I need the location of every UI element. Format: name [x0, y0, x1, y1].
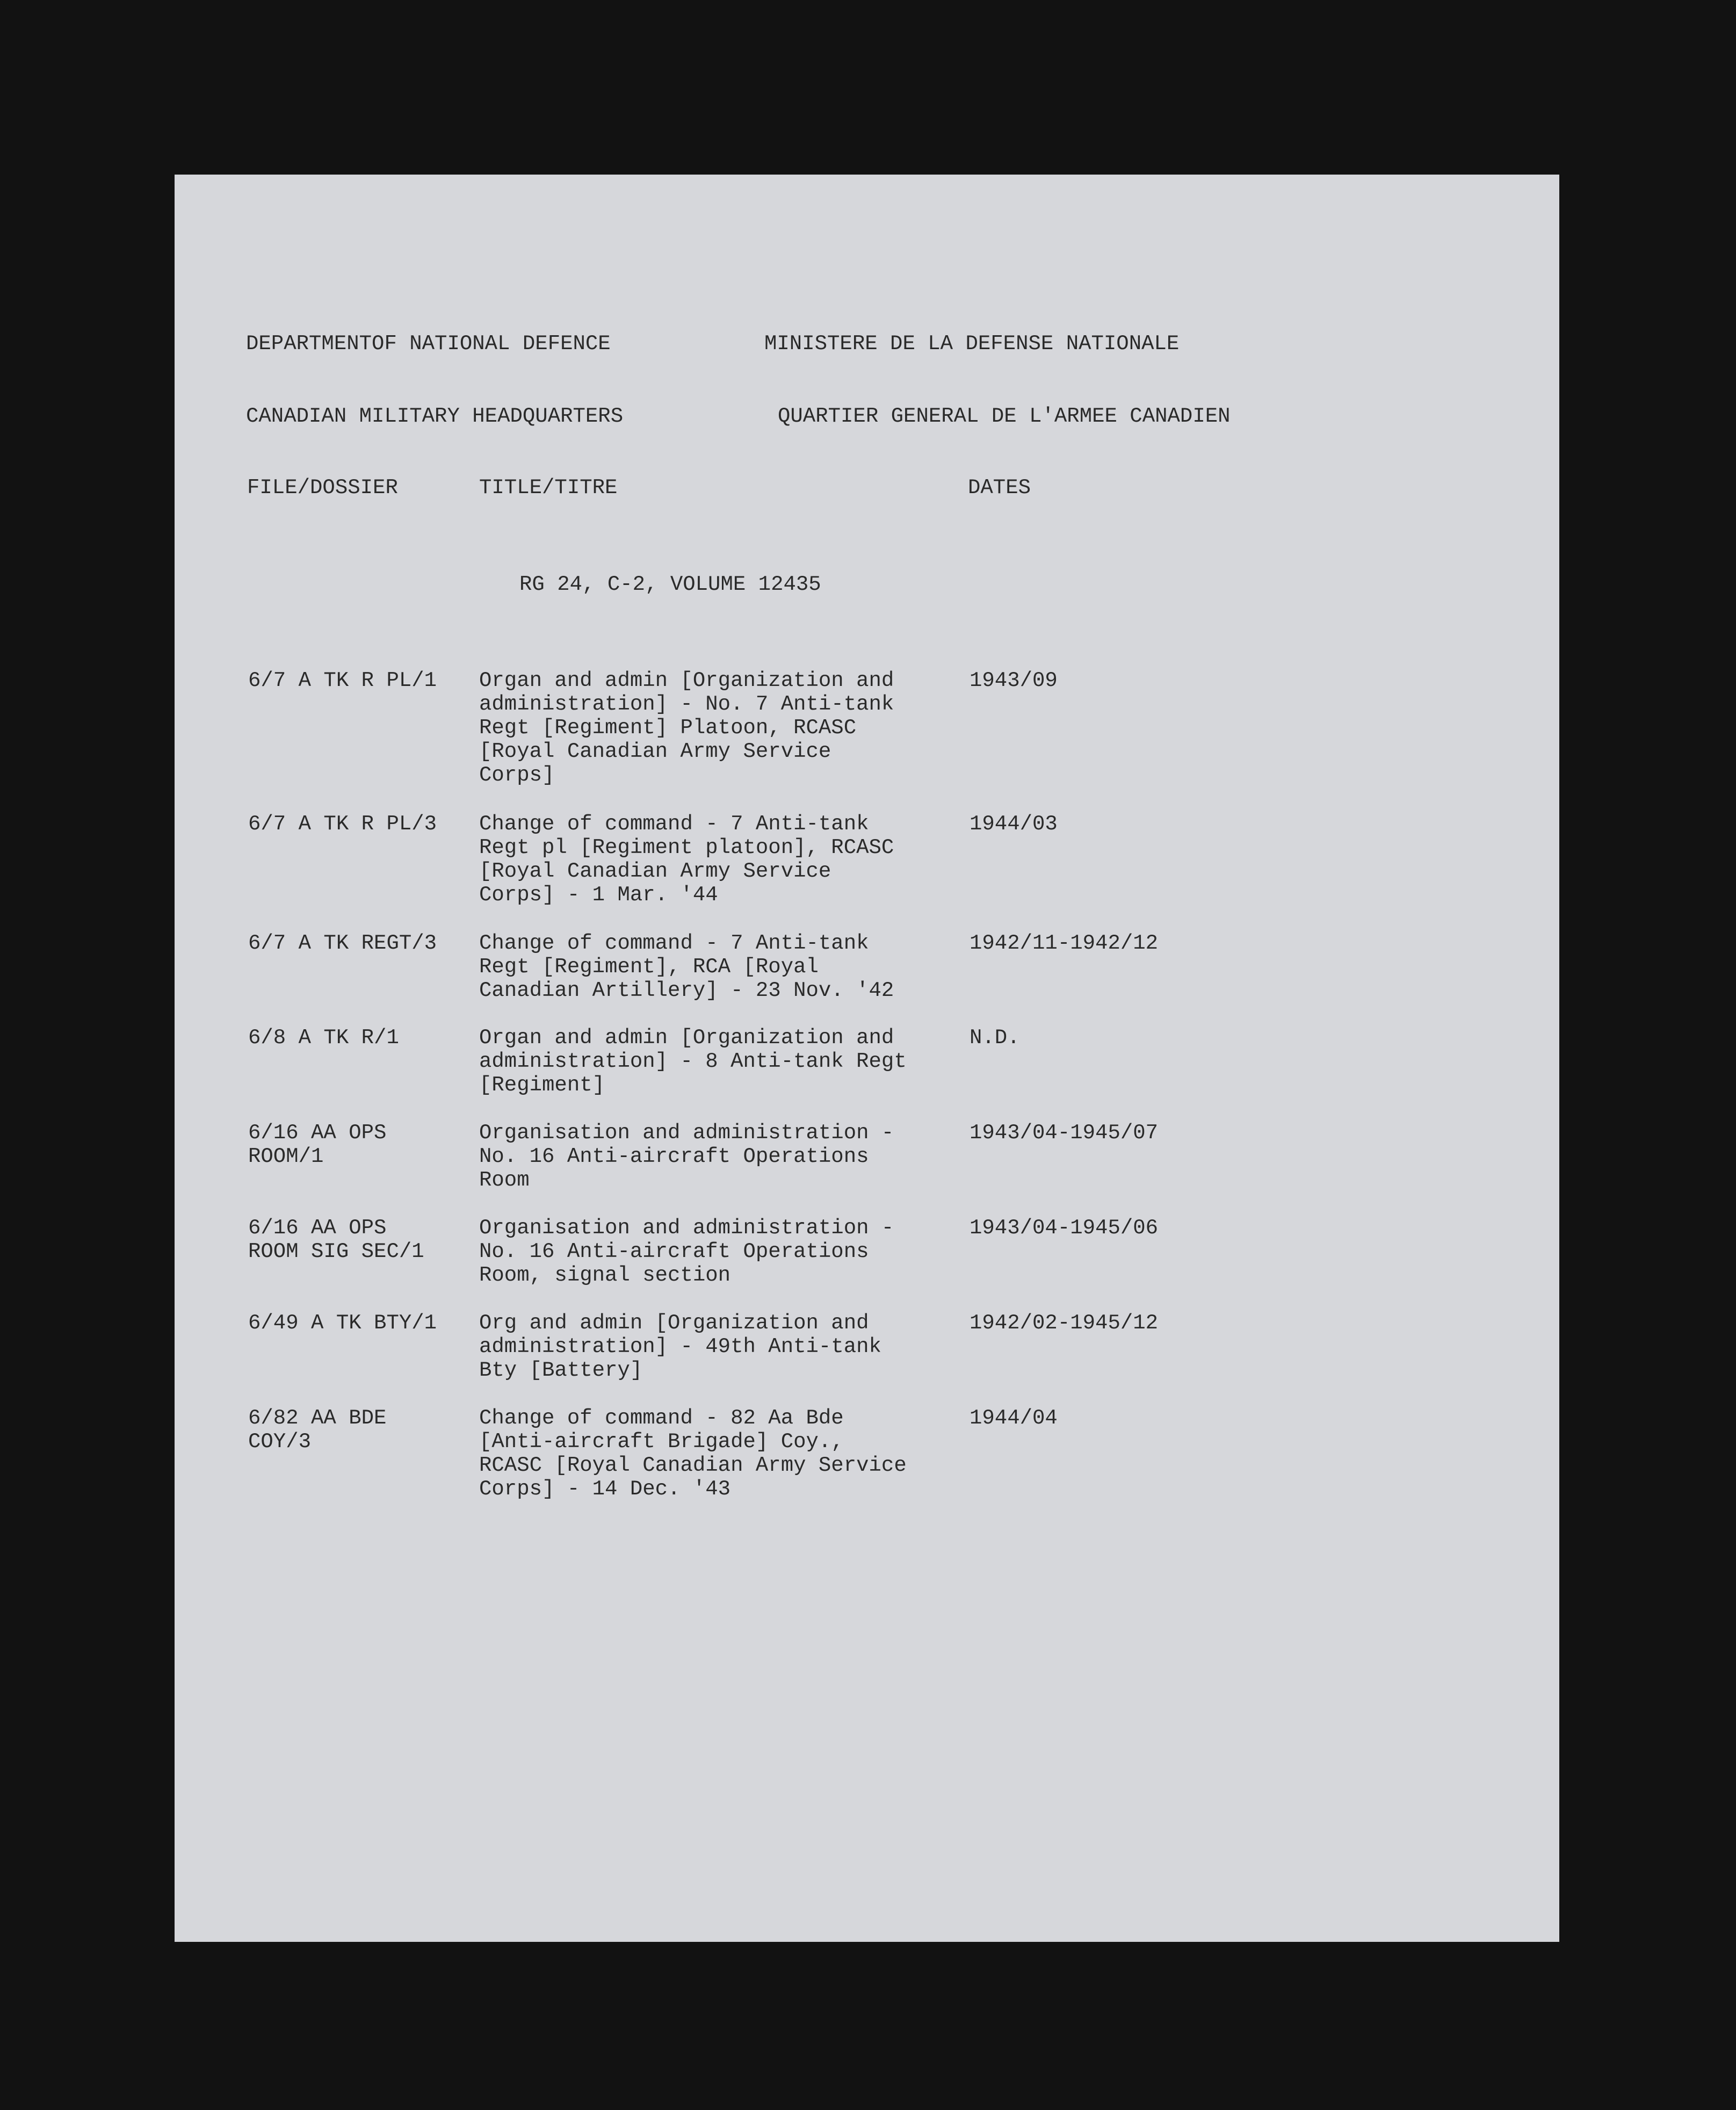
header-dept-fr: MINISTERE DE LA DEFENSE NATIONALE	[764, 332, 1180, 356]
row-6-dates: 1943/04-1945/06	[970, 1216, 1159, 1240]
row-5-dates: 1943/04-1945/07	[970, 1121, 1159, 1145]
row-6-file-line: 6/16 AA OPS	[248, 1216, 387, 1240]
column-header-dates: DATES	[968, 476, 1031, 500]
row-4-title-line: administration] - 8 Anti-tank Regt	[479, 1050, 907, 1073]
row-5-file	[248, 1121, 386, 1168]
row-2-file	[248, 812, 437, 836]
row-1-title	[479, 669, 894, 787]
row-1-dates: 1943/09	[970, 669, 1058, 692]
row-8-title-line: Corps] - 14 Dec. '43	[479, 1477, 731, 1501]
row-8-title	[479, 1406, 907, 1501]
row-1-title-line: administration] - No. 7 Anti-tank	[479, 692, 894, 716]
row-4-dates: N.D.	[970, 1026, 1020, 1050]
row-1-file-line: 6/7 A TK R PL/1	[248, 669, 437, 692]
row-6-title	[479, 1216, 894, 1287]
row-8-title-line: Change of command - 82 Aa Bde	[479, 1406, 844, 1430]
row-6-file	[248, 1216, 424, 1263]
row-3-title-line: Change of command - 7 Anti-tank	[479, 931, 869, 955]
row-1-title-line: Regt [Regiment] Platoon, RCASC	[479, 716, 857, 740]
row-8-title-line: [Anti-aircraft Brigade] Coy.,	[479, 1430, 844, 1454]
row-7-title-line: Bty [Battery]	[479, 1359, 643, 1382]
row-3-title	[479, 931, 894, 1002]
row-8-file	[248, 1406, 386, 1454]
row-5-file-line: ROOM/1	[248, 1145, 324, 1168]
row-8-file-line: 6/82 AA BDE	[248, 1406, 387, 1430]
row-3-title-line: Regt [Regiment], RCA [Royal	[479, 955, 819, 979]
column-header-title: TITLE/TITRE	[479, 476, 618, 500]
row-5-file-line: 6/16 AA OPS	[248, 1121, 387, 1145]
row-8-dates: 1944/04	[970, 1406, 1058, 1430]
row-7-dates: 1942/02-1945/12	[970, 1311, 1159, 1335]
row-3-title-line: Canadian Artillery] - 23 Nov. '42	[479, 979, 894, 1002]
row-1-title-line: Organ and admin [Organization and	[479, 669, 894, 692]
row-1-title-line: Corps]	[479, 763, 555, 787]
header-hq-en: CANADIAN MILITARY HEADQUARTERS	[246, 404, 624, 428]
row-6-file-line: ROOM SIG SEC/1	[248, 1240, 424, 1263]
row-2-title-line: Corps] - 1 Mar. '44	[479, 883, 718, 907]
row-7-title	[479, 1311, 881, 1382]
row-2-title-line: Regt pl [Regiment platoon], RCASC	[479, 836, 894, 859]
row-7-file	[248, 1311, 437, 1335]
row-8-file-line: COY/3	[248, 1430, 312, 1454]
row-7-title-line: administration] - 49th Anti-tank	[479, 1335, 881, 1359]
page-marker-arrow	[175, 655, 234, 714]
row-5-title-line: Room	[479, 1168, 530, 1192]
row-3-file	[248, 931, 437, 955]
header-dept-en: DEPARTMENTOF NATIONAL DEFENCE	[246, 332, 611, 356]
column-header-file: FILE/DOSSIER	[247, 476, 398, 500]
row-2-dates: 1944/03	[970, 812, 1058, 836]
row-4-title	[479, 1026, 907, 1097]
row-5-title	[479, 1121, 894, 1192]
row-2-title	[479, 812, 894, 907]
row-1-file	[248, 669, 437, 692]
row-2-title-line: [Royal Canadian Army Service	[479, 859, 831, 883]
row-6-title-line: Organisation and administration -	[479, 1216, 894, 1240]
row-1-title-line: [Royal Canadian Army Service	[479, 740, 831, 763]
volume-heading: RG 24, C-2, VOLUME 12435	[519, 573, 821, 596]
row-3-dates: 1942/11-1942/12	[970, 931, 1159, 955]
row-8-title-line: RCASC [Royal Canadian Army Service	[479, 1454, 907, 1477]
row-6-title-line: No. 16 Anti-aircraft Operations	[479, 1240, 869, 1263]
row-3-file-line: 6/7 A TK REGT/3	[248, 931, 437, 955]
header-hq-fr: QUARTIER GENERAL DE L'ARMEE CANADIEN	[778, 404, 1231, 428]
row-7-file-line: 6/49 A TK BTY/1	[248, 1311, 437, 1335]
row-2-title-line: Change of command - 7 Anti-tank	[479, 812, 869, 836]
row-2-file-line: 6/7 A TK R PL/3	[248, 812, 437, 836]
row-4-title-line: Organ and admin [Organization and	[479, 1026, 894, 1050]
row-5-title-line: Organisation and administration -	[479, 1121, 894, 1145]
row-7-title-line: Org and admin [Organization and	[479, 1311, 869, 1335]
row-4-file-line: 6/8 A TK R/1	[248, 1026, 399, 1050]
row-5-title-line: No. 16 Anti-aircraft Operations	[479, 1145, 869, 1168]
row-6-title-line: Room, signal section	[479, 1263, 731, 1287]
row-4-title-line: [Regiment]	[479, 1073, 605, 1097]
row-4-file	[248, 1026, 399, 1050]
